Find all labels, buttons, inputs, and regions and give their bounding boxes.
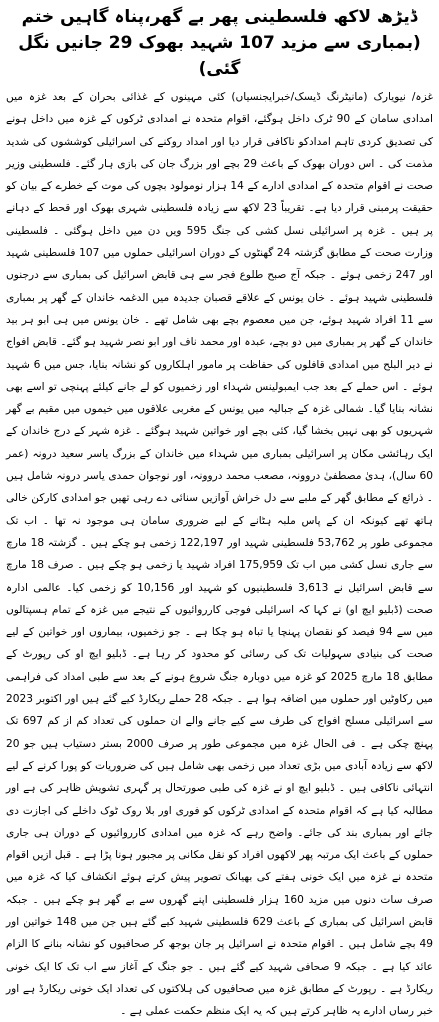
article-body: غزہ/ نیویارک (مانیٹرنگ ڈیسک/خبرایجنسیاں) کئی مہینوں کے غذائی بحران کے بعد غزہ میں امدادی سامان کے 90 ٹرک داخل ہوگئے، اقوام متحدہ نے امدادی ٹرکوں کے غزہ میں داخل ہونے کی تصدیق کردی تاہم امدادکو ناکافی قرار دیا اور امداد روکنے کی اسرائیلی کوششوں کی شدید مذمت کی ۔ اس دوران بھوک کے باعث 29 بچے اور بزرگ جان کی بازی ہار گئے۔ فلسطینی وزیر صحت نے اقوام متحدہ کے امدادی ادارے کے 14 ہزار نومولود بچوں کی موت کے خطرے کے بیان کو حقیقت پرمبنی قرار دیا ہے۔ تقریباً 23 لاکھ سے زیادہ فلسطینی شہری بھوک اور قحط کے دہانے پر ہیں ۔ غزہ پر اسرائیلی نسل کشی کی جنگ 595 ویں دن میں داخل ہوگئی ۔ فلسطینی وزارت صحت کے مطابق گزشتہ 24 گھنٹوں کے دوران اسرائیلی حملوں میں 107 فلسطینی شہید اور 247 زخمی ہوئے ۔ جبکہ آج صبح طلوع فجر سے ہی قابض اسرائیل کی بمباری سے درجنوں فلسطینی شہید ہوئے ۔ خان یونس کے علاقے قصبان جدیدہ میں الدغمہ خاندان کے گھر پر بمباری سے 11 افراد شہید ہوئے، جن میں معصوم بچے بھی شامل تھے ۔ خان یونس میں ہی ابو ہر بید خاندان کے گھر پر بمباری میں دو بچے، عبدہ اور محمد ناف اور ابو نصر شہید ہو گئے۔ قابض افواج نے دیر البلح میں امدادی قافلوں کی حفاظت پر مامور اہلکاروں کو نشانہ بنایا، جس میں 6 شہید ہوئے ۔ اس حملے کے بعد جب ایمبولینس شہداء اور زخمیوں کو لے جانے کیلئے پہنچی تو اسے بھی نشانہ بنایا گیا۔ شمالی غزہ کے جبالیہ میں یونس کے مغربی علاقوں میں خیموں میں مقیم بے گھر شہریوں کو بھی نہیں بخشا گیا، کئی بچے اور خواتین شہید ہوگئے ۔ غزہ شہر کے درج خاندان کے ایک رہائشی مکان پر اسرائیلی بمباری میں شہداء میں خاندان کے بزرگ یاسر سعید درونہ (عمر 60 سال)، ہدیٰ مصطفیٰ دروونہ، مصعب محمد دروونہ، اور نوجوان حمدی یاسر درونہ شامل ہیں ۔ ذرائع کے مطابق گھر کے ملبے سے دل خراش آوازیں سنائی دے رہی تھیں جو امدادی کارکن خالی ہاتھ تھے کیونکہ ان کے پاس ملبہ ہٹانے کے لیے ضروری سامان ہی موجود نہ تھا ۔ اب تک مجموعی طور پر 53,762 فلسطینی شہید اور 122,197 زخمی ہو چکے ہیں ۔ گزشتہ 18 مارچ سے جاری نسل کشی میں اب تک 175,959 افراد شہید یا زخمی ہو چکے ہیں ۔ صرف 18 مارچ سے قابض اسرائیل نے 3,613 فلسطینیوں کو شہید اور 10,156 کو زخمی کیا۔ عالمی ادارہ صحت (ڈبلیو ایچ او) نے کہا کہ اسرائیلی فوجی کارروائیوں کے نتیجے میں غزہ کے تمام ہسپتالوں میں سے 94 فیصد کو نقصان پہنچا یا تباہ ہو چکا ہے ۔ جو زخمیوں، بیماروں اور خواتین کے لیے صحت کی بنیادی سہولیات تک کی رسائی کو محدود کر رہا ہے۔ ڈبلیو ایچ او کی رپورٹ کے مطابق 18 مارچ 2025 کو غزہ میں دوبارہ جنگ شروع ہونے کے بعد سے طبی امداد کی فراہمی میں رکاوٹیں اور حملوں میں اضافہ ہوا ہے ۔ جبکہ 28 حملے ریکارڈ کیے گئے ہیں اور اکتوبر 2023 سے اسرائیلی مسلح افواج کی طرف سے کیے جانے والے ان حملوں کی تعداد کم از کم 697 تک پہنچ چکی ہے ۔ فی الحال غزہ میں مجموعی طور پر صرف 2000 بستر دستیاب ہیں جو 20 لاکھ سے زیادہ آبادی میں بڑی تعداد میں زخمی بھی شامل ہیں کی ضروریات کو پورا کرنے کے لیے انتہائی ناکافی ہیں ۔ ڈبلیو ایچ او نے غزہ کی طبی صورتحال پر گہری تشویش ظاہر کی ہے اور مطالبہ کیا ہے کہ اقوام متحدہ کے امدادی ٹرکوں کو فوری اور بلا روک ٹوک داخلے کی اجازت دی جائے اور بمباری بند کی جائے۔ واضح رہے کہ غزہ میں امدادی کارروائیوں کے دوران ہی جاری حملوں کے باعث ایک مرتبہ پھر لاکھوں افراد کو نقل مکانی پر مجبور ہونا پڑا ہے ۔ قبل ازیں اقوام متحدہ نے غزہ میں ایک خونی ہفتے کی بھیانک تصویر پیش کرتے ہوئے انکشاف کیا کہ غزہ میں صرف سات دنوں میں مزید 160 ہزار فلسطینی اپنے گھروں سے بے گھر ہو چکے ہیں ۔ جبکہ قابض اسرائیل کی بمباری کے باعث 629 فلسطینی شہید کیے گئے ہیں جن میں 148 خواتین اور 49 بچے شامل ہیں ۔ اقوام متحدہ نے اسرائیل پر جان بوجھ کر صحافیوں کو نشانہ بنانے کا الزام عائد کیا ہے ۔ جبکہ 9 صحافی شہید کیے گئے ہیں ۔ جو جنگ کے آغاز سے اب تک کا ایک خونی ریکارڈ ہے ۔ رپورٹ کے مطابق غزہ میں صحافیوں کی ہلاکتوں کی تعداد ایک خونی ریکارڈ ہے اور خبر رساں ادارے یہ ظاہر کرتے ہیں کہ یہ ایک منظم حکمت عملی ہے ۔ [6, 91, 434, 1018]
article-headline: ڈیڑھ لاکھ فلسطینی پھر بے گھر،پناہ گاہیں ختم (بمباری سے مزید 107 شہید بھوک 29 جانیں نگل گئی) [18, 7, 421, 79]
